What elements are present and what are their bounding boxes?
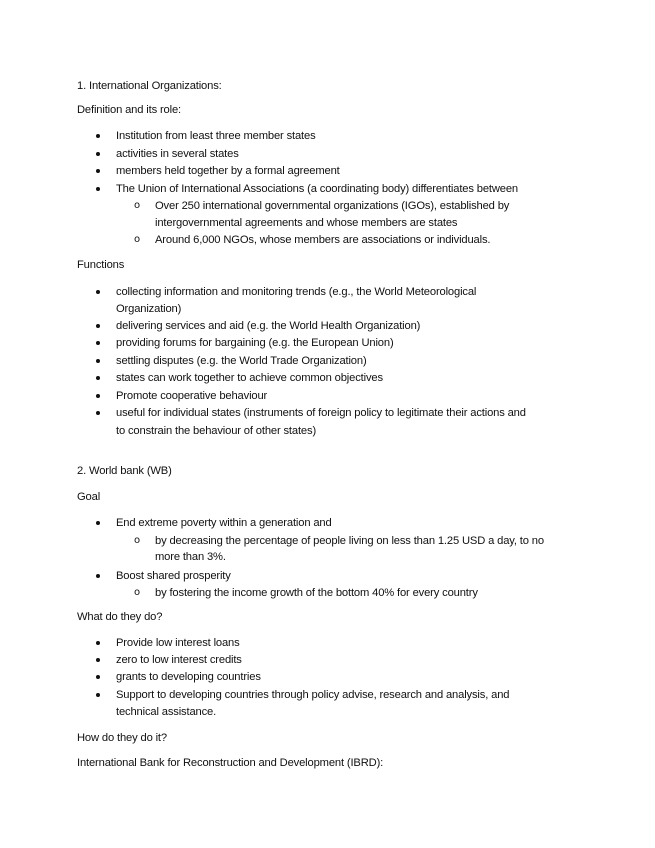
uia-sub-item-cont: intergovernmental agreements and whose members are states [155,217,458,229]
goal-sub-item: by fostering the income growth of the bottom 40% for every country [155,587,478,599]
sub-bullet-marker: o [134,587,141,598]
how-label: How do they do it? [77,732,167,744]
uia-sub-item: Around 6,000 NGOs, whose members are associations or individuals. [155,234,491,246]
what-item: Provide low interest loans [116,637,240,649]
goal-item: End extreme poverty within a generation and [116,517,332,529]
goal-sub-item: by decreasing the percentage of people living on less than 1.25 USD a day, to no [155,535,544,547]
bullet-dot [96,641,100,645]
definition-bullet: activities in several states [116,148,239,160]
function-item: settling disputes (e.g. the World Trade Organization) [116,355,367,367]
sub-bullet-marker: o [134,535,141,546]
what-item-cont: technical assistance. [116,706,217,718]
function-item: providing forums for bargaining (e.g. the European Union) [116,337,394,349]
what-item: grants to developing countries [116,671,261,683]
what-item: zero to low interest credits [116,654,242,666]
bullet-dot [96,675,100,679]
goal-sub-item-cont: more than 3%. [155,551,226,563]
bullet-dot [96,134,100,138]
bullet-dot [96,169,100,173]
bullet-dot [96,693,100,697]
definition-label: Definition and its role: [77,104,181,116]
bullet-dot [96,411,100,415]
section1-heading: 1. International Organizations: [77,80,222,92]
bullet-dot [96,394,100,398]
definition-bullet: members held together by a formal agreement [116,165,340,177]
uia-sub-item: Over 250 international governmental organizations (IGOs), established by [155,200,510,212]
sub-bullet-marker: o [134,200,141,211]
ibrd-label: International Bank for Reconstruction and Development (IBRD): [77,757,384,769]
bullet-dot [96,187,100,191]
what-label: What do they do? [77,611,163,623]
bullet-dot [96,359,100,363]
bullet-dot [96,341,100,345]
function-item: states can work together to achieve common objectives [116,372,383,384]
bullet-dot [96,290,100,294]
what-item: Support to developing countries through policy advise, research and analysis, and [116,689,510,701]
definition-bullet: The Union of International Associations (a coordinating body) differentiates between [116,183,519,195]
goal-label: Goal [77,491,101,503]
sub-bullet-marker: o [134,234,141,245]
section2-heading: 2. World bank (WB) [77,465,172,477]
definition-bullet: Institution from least three member states [116,130,316,142]
function-item: useful for individual states (instruments of foreign policy to legitimate their actions and [116,407,526,419]
bullet-dot [96,521,100,525]
function-item: delivering services and aid (e.g. the World Health Organization) [116,320,421,332]
function-item-cont: to constrain the behaviour of other states) [116,425,317,437]
bullet-dot [96,574,100,578]
functions-label: Functions [77,259,125,271]
bullet-dot [96,376,100,380]
function-item-cont: Organization) [116,303,182,315]
bullet-dot [96,152,100,156]
bullet-dot [96,658,100,662]
function-item: collecting information and monitoring trends (e.g., the World Meteorological [116,286,477,298]
goal-item: Boost shared prosperity [116,570,231,582]
function-item: Promote cooperative behaviour [116,390,268,402]
bullet-dot [96,324,100,328]
